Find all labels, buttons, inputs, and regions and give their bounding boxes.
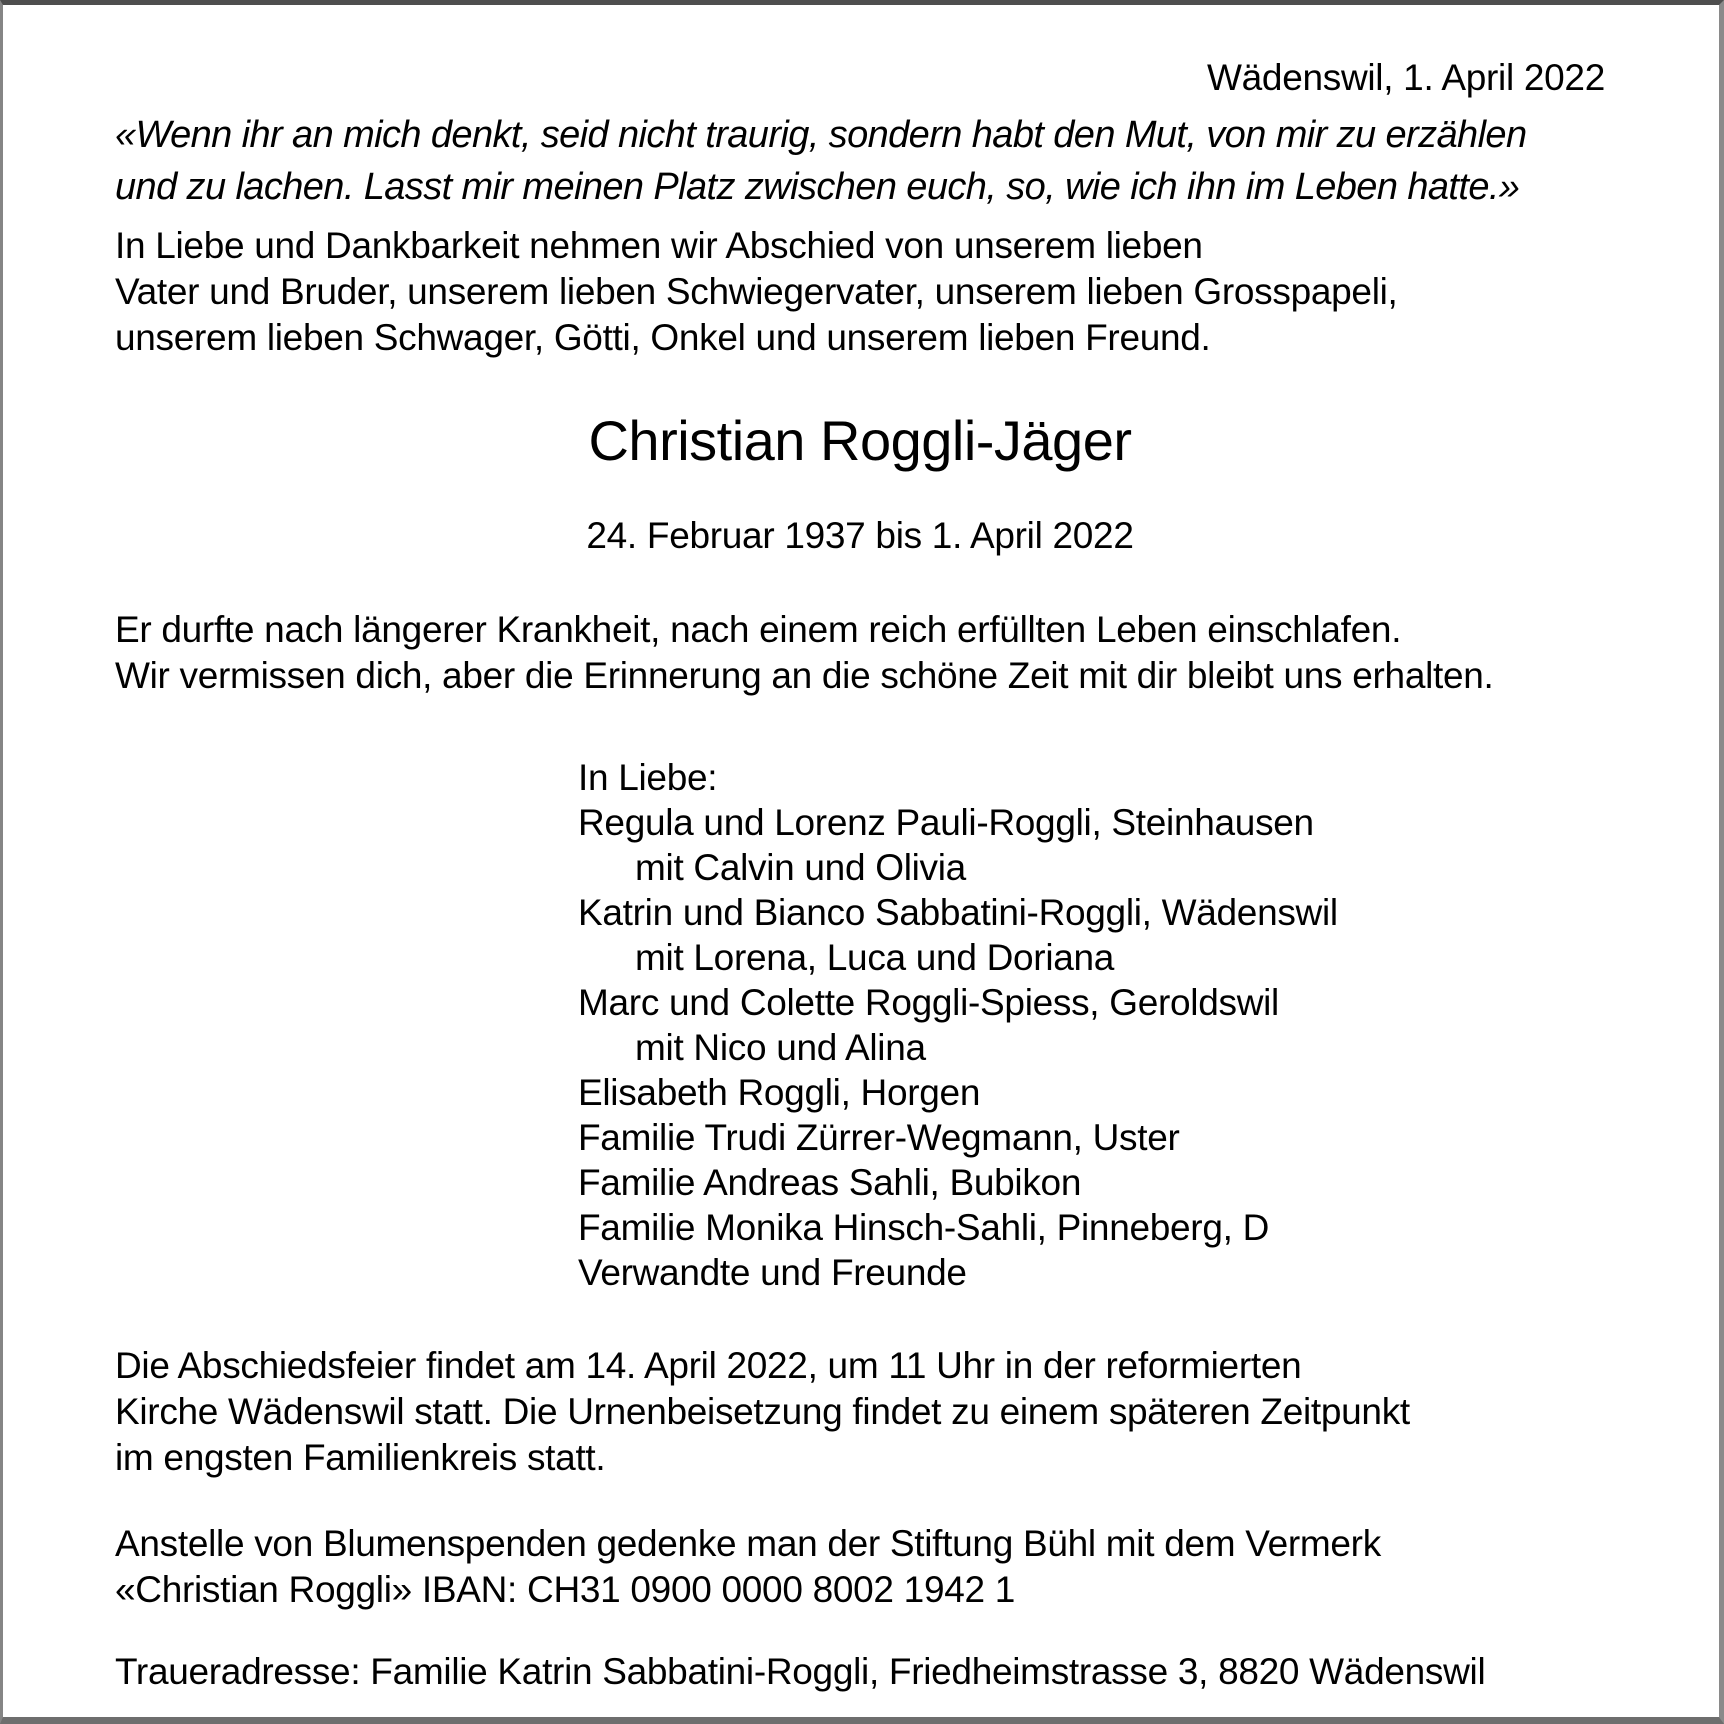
mourners-heading: In Liebe: <box>578 757 718 798</box>
mourner-entry: Regula und Lorenz Pauli-Roggli, Steinhausen <box>578 802 1314 843</box>
quote-line: und zu lachen. Lasst mir meinen Platz zwischen euch, so, wie ich ihn im Leben hatte.» <box>115 166 1520 208</box>
intro-line: unserem lieben Schwager, Götti, Onkel und unserem lieben Freund. <box>115 317 1211 358</box>
intro-paragraph <box>115 223 1605 361</box>
service-line: Die Abschiedsfeier findet am 14. April 2022, um 11 Uhr in der reformierten <box>115 1345 1302 1386</box>
farewell-line: Er durfte nach längerer Krankheit, nach einem reich erfüllten Leben einschlafen. <box>115 609 1402 650</box>
mourning-address: Traueradresse: Familie Katrin Sabbatini-Roggli, Friedheimstrasse 3, 8820 Wädenswil <box>115 1651 1486 1692</box>
life-dates: 24. Februar 1937 bis 1. April 2022 <box>586 515 1134 556</box>
donations-line: «Christian Roggli» IBAN: CH31 0900 0000 8002 1942 1 <box>115 1569 1016 1610</box>
intro-line: In Liebe und Dankbarkeit nehmen wir Abschied von unserem lieben <box>115 225 1203 266</box>
notice-content <box>3 5 1719 1695</box>
mourners-list <box>578 755 1605 1295</box>
mourner-entry: Katrin und Bianco Sabbatini-Roggli, Wädenswil <box>578 892 1338 933</box>
mourner-entry: mit Lorena, Luca und Doriana <box>635 937 1115 978</box>
mourner-entry: Familie Monika Hinsch-Sahli, Pinneberg, D <box>578 1207 1269 1248</box>
service-line: im engsten Familienkreis statt. <box>115 1437 606 1478</box>
mourner-entry: mit Nico und Alina <box>635 1027 926 1068</box>
epigraph-quote <box>115 109 1605 213</box>
farewell-line: Wir vermissen dich, aber die Erinnerung an die schöne Zeit mit dir bleibt uns erhalten. <box>115 655 1494 696</box>
dateline: Wädenswil, 1. April 2022 <box>1207 57 1605 98</box>
mourner-entry: Verwandte und Freunde <box>578 1252 967 1293</box>
mourner-entry: Familie Andreas Sahli, Bubikon <box>578 1162 1082 1203</box>
service-line: Kirche Wädenswil statt. Die Urnenbeisetzung findet zu einem späteren Zeitpunkt <box>115 1391 1410 1432</box>
mourner-entry: mit Calvin und Olivia <box>635 847 966 888</box>
deceased-name: Christian Roggli-Jäger <box>588 409 1132 472</box>
mourner-entry: Marc und Colette Roggli-Spiess, Geroldswil <box>578 982 1279 1023</box>
donations-paragraph <box>115 1521 1605 1613</box>
intro-line: Vater und Bruder, unserem lieben Schwiegervater, unserem lieben Grosspapeli, <box>115 271 1398 312</box>
mourner-entry: Familie Trudi Zürrer-Wegmann, Uster <box>578 1117 1180 1158</box>
quote-line: «Wenn ihr an mich denkt, seid nicht traurig, sondern habt den Mut, von mir zu erzählen <box>115 114 1527 156</box>
service-paragraph <box>115 1343 1605 1481</box>
mourner-entry: Elisabeth Roggli, Horgen <box>578 1072 981 1113</box>
farewell-paragraph <box>115 607 1605 699</box>
donations-line: Anstelle von Blumenspenden gedenke man der Stiftung Bühl mit dem Vermerk <box>115 1523 1381 1564</box>
